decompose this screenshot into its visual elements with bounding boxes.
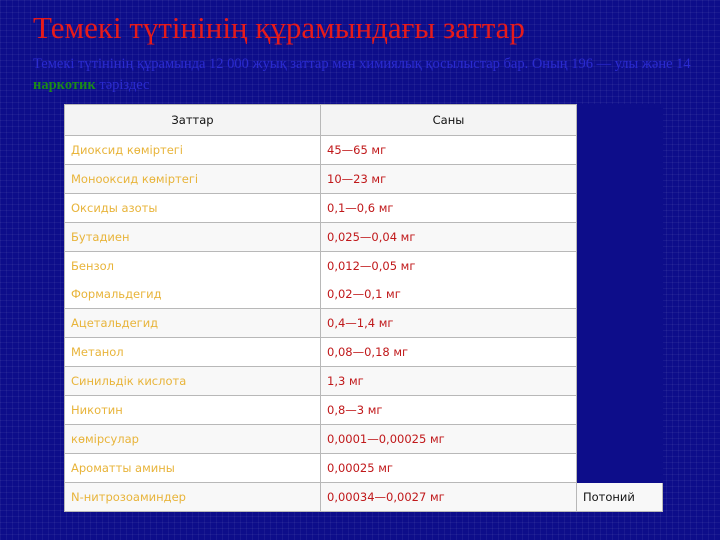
substance-name: көмірсулар (65, 425, 321, 454)
header-amount: Саны (321, 105, 577, 136)
substance-name: Бутадиен (65, 223, 321, 252)
substance-amount: 0,8—3 мг (321, 396, 577, 425)
extra-cell (577, 165, 663, 194)
substance-name: Синильдік кислота (65, 367, 321, 396)
substance-name: Метанол (65, 338, 321, 367)
substance-amount: 0,02—0,1 мг (327, 287, 401, 301)
table-row (65, 165, 663, 194)
table-row (65, 338, 663, 367)
substance-name: Бензол (71, 259, 114, 273)
table-row (65, 396, 663, 425)
table-row (65, 309, 663, 338)
extra-cell (577, 338, 663, 367)
table-row (65, 136, 663, 165)
substance-name: Оксиды азоты (65, 194, 321, 223)
table-row (65, 483, 663, 512)
subtitle-text-end: тәріздес (95, 77, 150, 93)
substance-amount: 0,025—0,04 мг (321, 223, 577, 252)
substance-name: Формальдегид (71, 287, 162, 301)
table-row (65, 367, 663, 396)
substance-amount: 0,012—0,05 мг (327, 259, 416, 273)
subtitle-text: Темекі түтінінің құрамында 12 000 жуық заттар мен химиялық қосылыстар бар. Оның 196 — улы және 14 (33, 56, 691, 72)
extra-cell (577, 136, 663, 165)
extra-cell: Потоний (577, 483, 663, 512)
extra-cell (577, 194, 663, 223)
substance-amount: 0,0001—0,00025 мг (321, 425, 577, 454)
substance-amount: 0,00025 мг (321, 454, 577, 483)
substance-amount: 0,08—0,18 мг (321, 338, 577, 367)
substance-amount: 45—65 мг (321, 136, 577, 165)
substance-amount: 10—23 мг (321, 165, 577, 194)
extra-cell (577, 367, 663, 396)
table-row (65, 425, 663, 454)
substance-amount: 0,4—1,4 мг (321, 309, 577, 338)
header-empty (577, 105, 663, 136)
substance-name-pair (65, 252, 321, 309)
substance-name: Ароматты амины (65, 454, 321, 483)
slide-title: Темекі түтінінің құрамындағы заттар (33, 10, 525, 45)
extra-cell (577, 252, 663, 309)
table-row (65, 194, 663, 223)
extra-cell (577, 396, 663, 425)
substance-name: Монооксид көміртегі (65, 165, 321, 194)
substance-name: Диоксид көміртегі (65, 136, 321, 165)
table-row (65, 252, 663, 309)
header-substances: Заттар (65, 105, 321, 136)
extra-cell (577, 223, 663, 252)
substance-amount: 1,3 мг (321, 367, 577, 396)
substance-amount: 0,1—0,6 мг (321, 194, 577, 223)
substances-table (64, 104, 663, 512)
substance-amount-pair (321, 252, 577, 309)
extra-cell (577, 454, 663, 483)
extra-cell (577, 309, 663, 338)
substance-name: Никотин (65, 396, 321, 425)
table-row (65, 454, 663, 483)
substance-name: Ацетальдегид (65, 309, 321, 338)
table-row (65, 223, 663, 252)
extra-cell (577, 425, 663, 454)
slide-subtitle (33, 54, 693, 96)
substance-amount: 0,00034—0,0027 мг (321, 483, 577, 512)
substance-name: N-нитрозоаминдер (65, 483, 321, 512)
table-header-row (65, 105, 663, 136)
subtitle-highlight: наркотик (33, 77, 96, 93)
